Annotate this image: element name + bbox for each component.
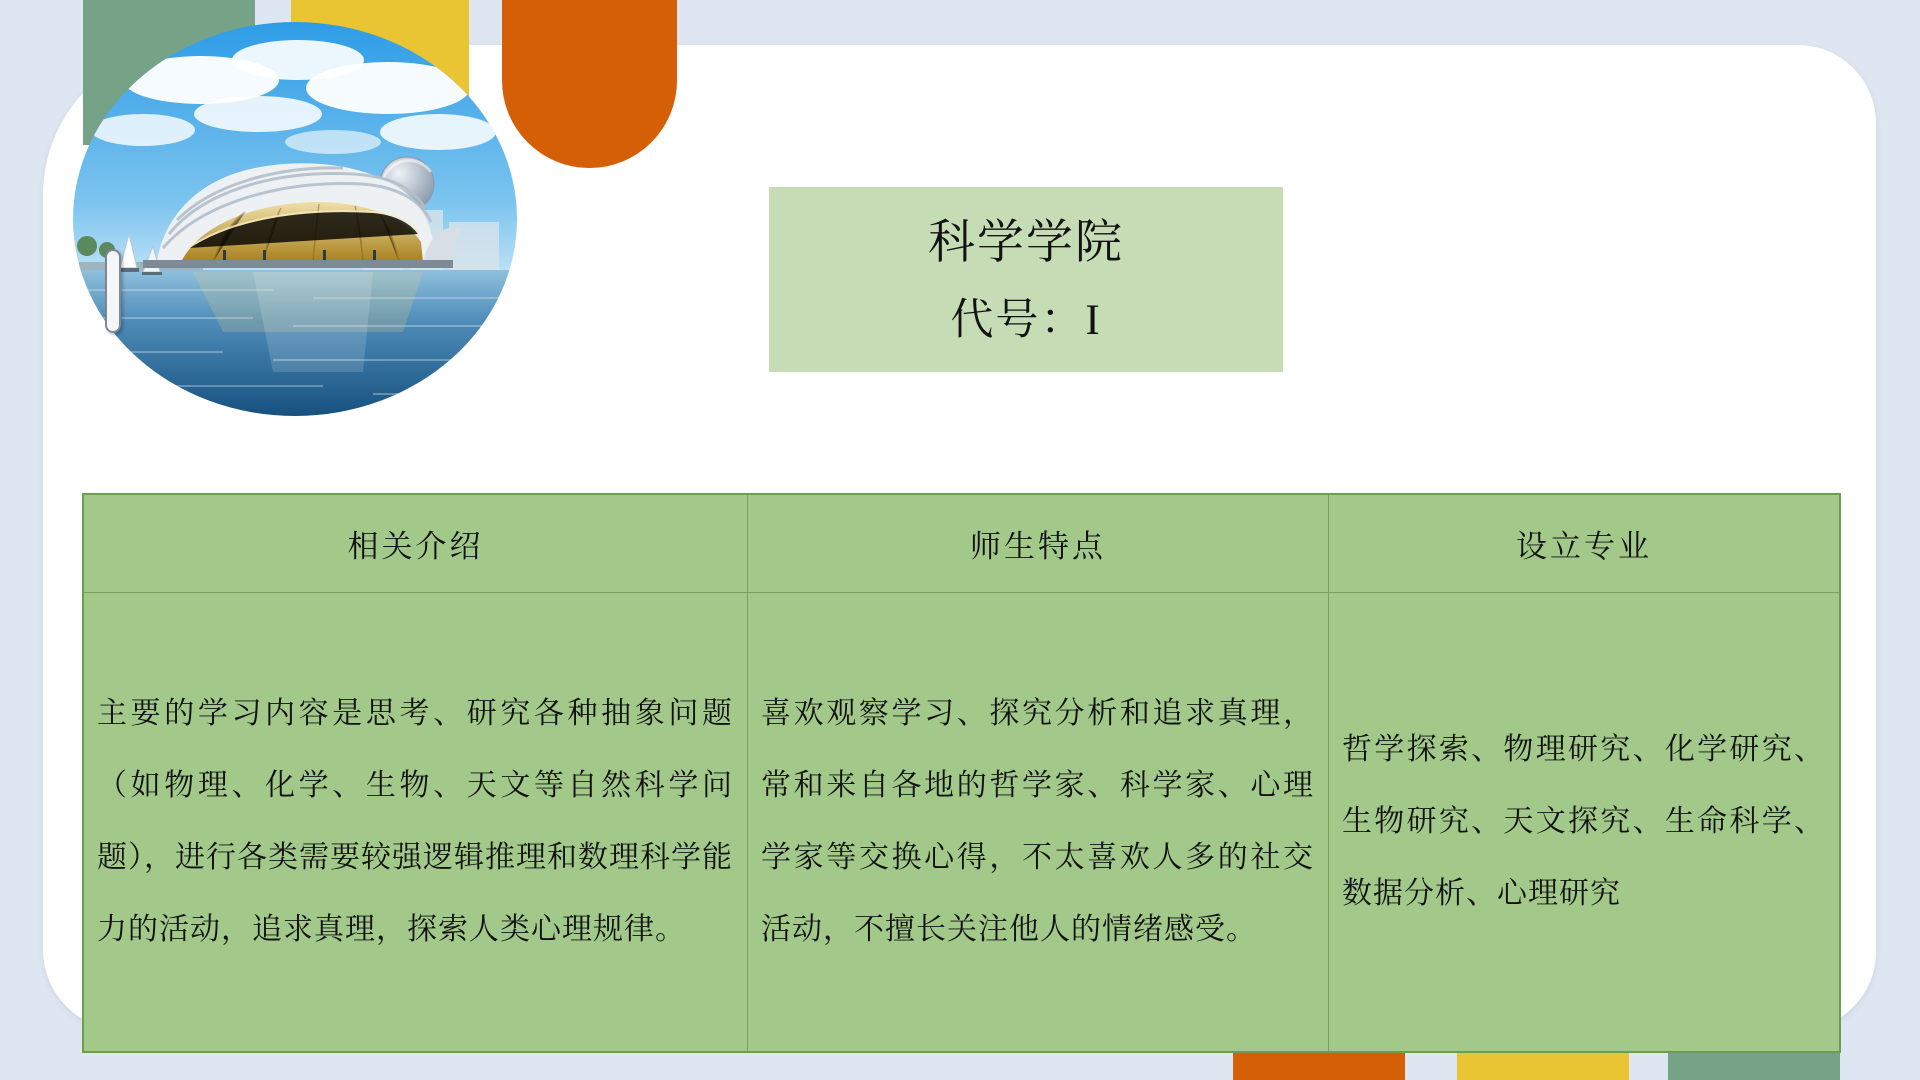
traits-text: 喜欢观察学习、探究分析和追求真理，常和来自各地的哲学家、科学家、心理学家等交换心得，不太喜欢人多的社交活动，不擅长关注他人的情绪感受。 — [761, 697, 1314, 946]
campus-photo-oval — [73, 22, 517, 416]
college-info-table — [82, 493, 1841, 1053]
majors-text: 哲学探索、物理研究、化学研究、生物研究、天文探究、生命科学、数据分析、心理研究 — [1342, 733, 1825, 910]
title-box — [769, 187, 1283, 372]
photo-side-pill — [105, 249, 121, 333]
college-title: 科学学院 — [928, 216, 1124, 269]
bottom-decor-yellow-rectangle — [1457, 1053, 1629, 1080]
body-cell-traits — [748, 593, 1329, 1051]
body-cell-majors — [1329, 593, 1839, 1051]
decor-orange-arch — [502, 0, 677, 168]
college-code: 代号：I — [950, 296, 1102, 344]
science-building-illustration — [73, 22, 517, 416]
header-cell-majors: 设立专业 — [1329, 495, 1839, 593]
body-cell-intro — [84, 593, 748, 1051]
header-cell-intro: 相关介绍 — [84, 495, 748, 593]
bottom-decor-green-rectangle — [1668, 1053, 1840, 1080]
header-cell-traits: 师生特点 — [748, 495, 1329, 593]
intro-text: 主要的学习内容是思考、研究各种抽象问题（如物理、化学、生物、天文等自然科学问题），进行各类需要较强逻辑推理和数理科学能力的活动，追求真理，探索人类心理规律。 — [97, 697, 733, 946]
bottom-decor-orange-rectangle — [1233, 1053, 1405, 1080]
